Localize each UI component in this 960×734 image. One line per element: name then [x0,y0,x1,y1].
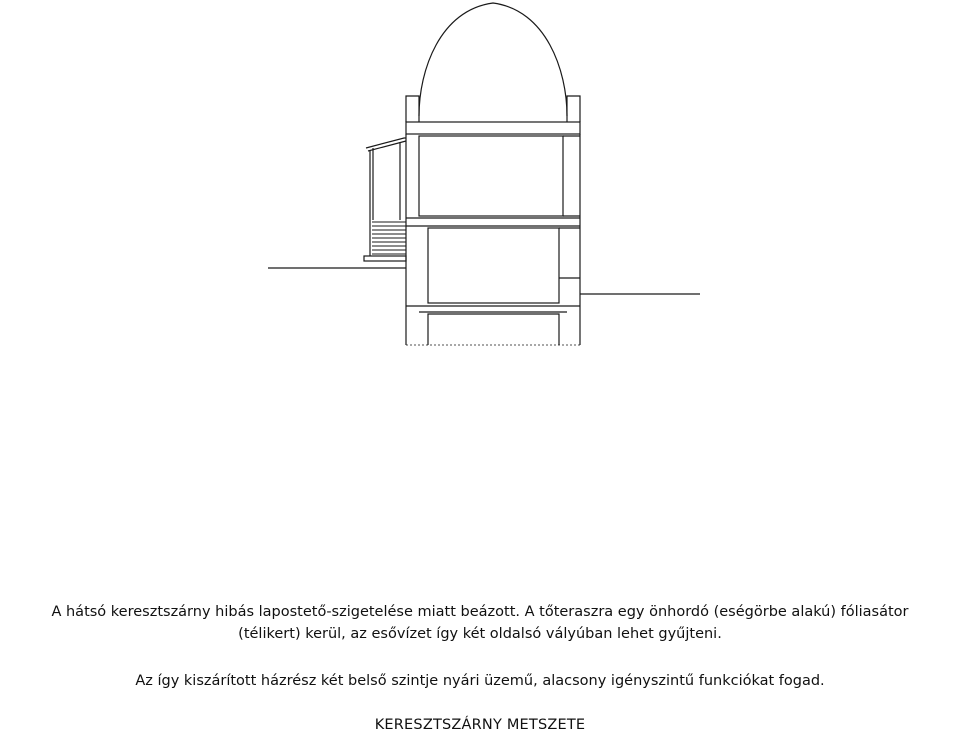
caption-line-1: A hátsó keresztszárny hibás lapostető-szigetelése miatt beázott. A tőteraszra egy önhordó (eségörbe alakú) fóliasátor [51,604,909,620]
cellar-room [428,314,559,345]
terrace-stairs [372,222,406,254]
drawing-title: KERESZTSZÁRNY METSZETE [374,717,586,733]
foil-tent-arch [419,3,567,116]
roof-slab [406,122,580,134]
stair-landing [364,256,406,261]
parapet-right [567,96,580,122]
middle-floor-room [428,228,559,303]
cross-section-drawing [0,0,960,360]
upper-floor-room [419,136,563,216]
parapet-left [406,96,419,122]
caption-line-3: Az így kiszárított házrész két belső szintje nyári üzemű, alacsony igényszintű funkciókat fogad. [135,673,825,689]
caption-line-2: (télikert) kerül, az esővízet így két oldalsó vályúban lehet gyűjteni. [238,626,722,642]
